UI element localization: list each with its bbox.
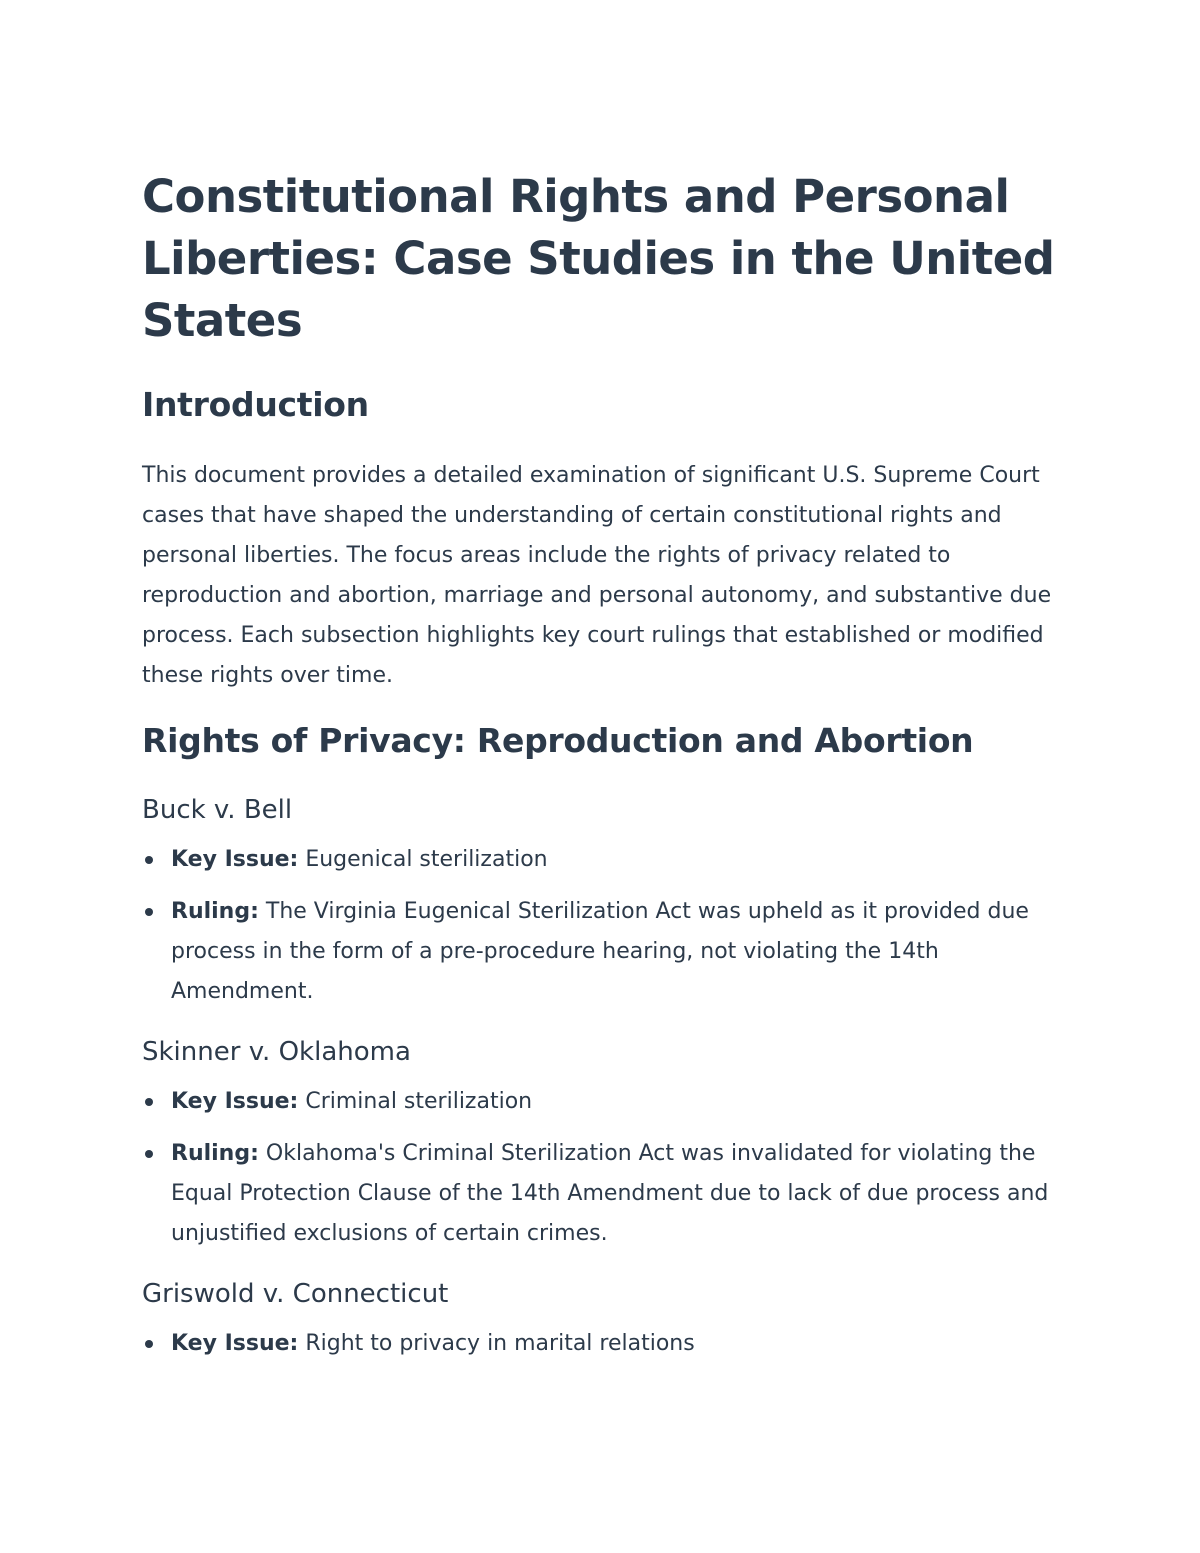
key-issue-text: Criminal sterilization	[298, 1089, 533, 1114]
ruling-label: Ruling:	[171, 899, 259, 924]
introduction-heading: Introduction	[142, 385, 369, 424]
document-title: Constitutional Rights and Personal Liberties: Case Studies in the United States	[142, 170, 1055, 347]
introduction-paragraph: This document provides a detailed examination of significant U.S. Supreme Court cases that have shaped the understanding of certain constitutional rights and personal liberties. The focus areas include the rights of privacy related to reproduction and abortion, marriage and personal autonomy, and substantive due process. Each subsection highlights key court rulings that established or modified these rights over time.	[142, 463, 1052, 688]
privacy-section-heading: Rights of Privacy: Reproduction and Abortion	[142, 721, 974, 760]
key-issue-label: Key Issue:	[171, 1331, 299, 1356]
document-page	[142, 166, 1072, 1376]
ruling-text: The Virginia Eugenical Sterilization Act was upheld as it provided due process in the form of a pre-procedure hearing, not violating the 14th Amendment.	[171, 899, 1029, 1004]
key-issue-label: Key Issue:	[171, 847, 299, 872]
list-item	[142, 840, 1072, 880]
list-item	[142, 1134, 1072, 1254]
key-issue-label: Key Issue:	[171, 1089, 299, 1114]
case-details-griswold-v-connecticut	[142, 1324, 1072, 1364]
case-title-griswold-v-connecticut: Griswold v. Connecticut	[142, 1279, 449, 1309]
case-details-buck-v-bell	[142, 840, 1072, 1012]
ruling-label: Ruling:	[171, 1141, 259, 1166]
case-title-skinner-v-oklahoma: Skinner v. Oklahoma	[142, 1037, 411, 1067]
case-details-skinner-v-oklahoma	[142, 1082, 1072, 1254]
case-title-buck-v-bell: Buck v. Bell	[142, 795, 293, 825]
key-issue-text: Right to privacy in marital relations	[298, 1331, 695, 1356]
key-issue-text: Eugenical sterilization	[298, 847, 548, 872]
list-item	[142, 1082, 1072, 1122]
ruling-text: Oklahoma's Criminal Sterilization Act was invalidated for violating the Equal Protection Clause of the 14th Amendment due to lack of due process and unjustified exclusions of certain crimes.	[171, 1141, 1049, 1246]
list-item	[142, 892, 1072, 1012]
list-item	[142, 1324, 1072, 1364]
